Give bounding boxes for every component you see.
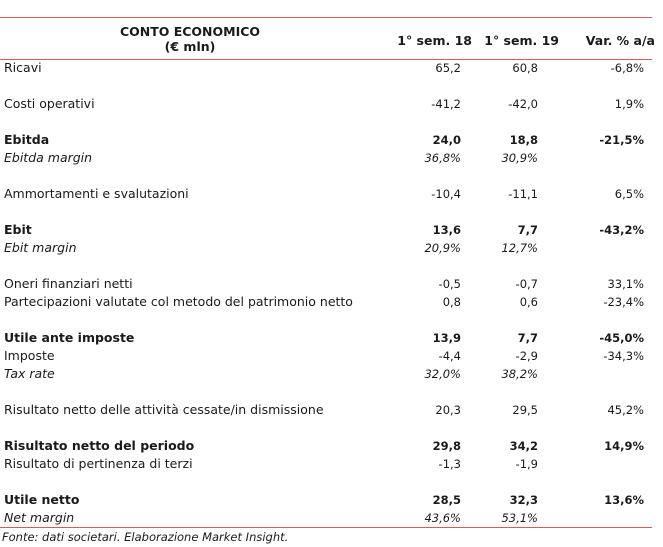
table-row [0,131,652,149]
value-h1-2019: -2,9 [515,349,538,363]
table-row [0,491,652,509]
value-yoy: 45,2% [607,403,644,417]
table-row [0,437,652,455]
table-unit: (€ mln) [164,39,216,54]
table-row [0,149,652,167]
value-yoy: -34,3% [603,349,644,363]
value-h1-2019: -0,7 [515,277,538,291]
table-row [0,221,652,239]
value-h1-2019: 0,6 [519,295,538,309]
row-label: Partecipazioni valutate col metodo del patrimonio netto [4,294,353,309]
value-h1-2018: 29,8 [432,439,461,453]
value-yoy: 14,9% [604,439,644,453]
row-label: Utile ante imposte [4,330,135,345]
value-yoy: -45,0% [599,331,644,345]
value-yoy: -23,4% [603,295,644,309]
table-row [0,455,652,473]
value-h1-2019: 30,9% [501,151,538,165]
value-yoy: 33,1% [607,277,644,291]
table-row [0,275,652,293]
value-yoy: -21,5% [599,133,644,147]
table-bottom-rule [0,527,652,528]
value-h1-2018: 32,0% [424,367,461,381]
value-h1-2018: 24,0 [432,133,461,147]
column-header-yoy-change: Var. % a/a [585,33,655,48]
value-yoy: 6,5% [614,187,644,201]
table-row [0,293,652,311]
table-row [0,329,652,347]
row-label: Net margin [4,510,75,525]
value-h1-2019: 34,2 [509,439,538,453]
value-h1-2019: 7,7 [517,223,538,237]
value-h1-2018: -0,5 [438,277,461,291]
value-h1-2018: 20,3 [435,403,461,417]
value-h1-2019: 32,3 [509,493,538,507]
value-h1-2018: -10,4 [431,187,461,201]
value-h1-2019: 18,8 [509,133,538,147]
value-h1-2019: -11,1 [508,187,538,201]
value-h1-2018: 13,9 [432,331,461,345]
column-header-h1-2018: 1° sem. 18 [397,33,472,48]
row-label: Utile netto [4,492,80,507]
table-row [0,401,652,419]
value-h1-2018: -1,3 [438,457,461,471]
value-h1-2019: 12,7% [501,241,538,255]
value-h1-2018: 28,5 [432,493,461,507]
table-row [0,365,652,383]
value-h1-2018: -41,2 [431,97,461,111]
row-label: Ebitda [4,132,50,147]
table-row [0,347,652,365]
value-h1-2018: 36,8% [424,151,461,165]
value-h1-2019: 38,2% [501,367,538,381]
table-title: CONTO ECONOMICO [119,24,261,39]
row-label: Oneri finanziari netti [4,276,133,291]
value-h1-2018: 0,8 [442,295,461,309]
value-h1-2018: -4,4 [438,349,461,363]
row-label: Ebitda margin [4,150,93,165]
header-top-rule [0,17,652,18]
value-yoy: 1,9% [614,97,644,111]
row-label: Risultato di pertinenza di terzi [4,456,193,471]
value-h1-2018: 65,2 [435,61,461,75]
value-h1-2019: -1,9 [515,457,538,471]
table-row [0,239,652,257]
value-h1-2018: 43,6% [424,511,461,525]
row-label: Tax rate [4,366,55,381]
row-label: Costi operativi [4,96,95,111]
row-label: Ammortamenti e svalutazioni [4,186,189,201]
value-h1-2019: 7,7 [517,331,538,345]
value-h1-2018: 13,6 [432,223,461,237]
table-row [0,509,652,527]
table-row [0,95,652,113]
value-h1-2018: 20,9% [424,241,461,255]
row-label: Ebit margin [4,240,77,255]
row-label: Ebit [4,222,32,237]
value-h1-2019: 53,1% [501,511,538,525]
row-label: Ricavi [4,60,42,75]
value-yoy: -6,8% [610,61,644,75]
row-label: Imposte [4,348,55,363]
value-h1-2019: 29,5 [512,403,538,417]
value-h1-2019: 60,8 [512,61,538,75]
value-h1-2019: -42,0 [508,97,538,111]
column-header-h1-2019: 1° sem. 19 [484,33,559,48]
row-label: Risultato netto delle attività cessate/in dismissione [4,402,324,417]
value-yoy: 13,6% [604,493,644,507]
source-footnote: Fonte: dati societari. Elaborazione Market Insight. [2,530,289,544]
table-row [0,185,652,203]
value-yoy: -43,2% [599,223,644,237]
row-label: Risultato netto del periodo [4,438,195,453]
table-row [0,59,652,77]
